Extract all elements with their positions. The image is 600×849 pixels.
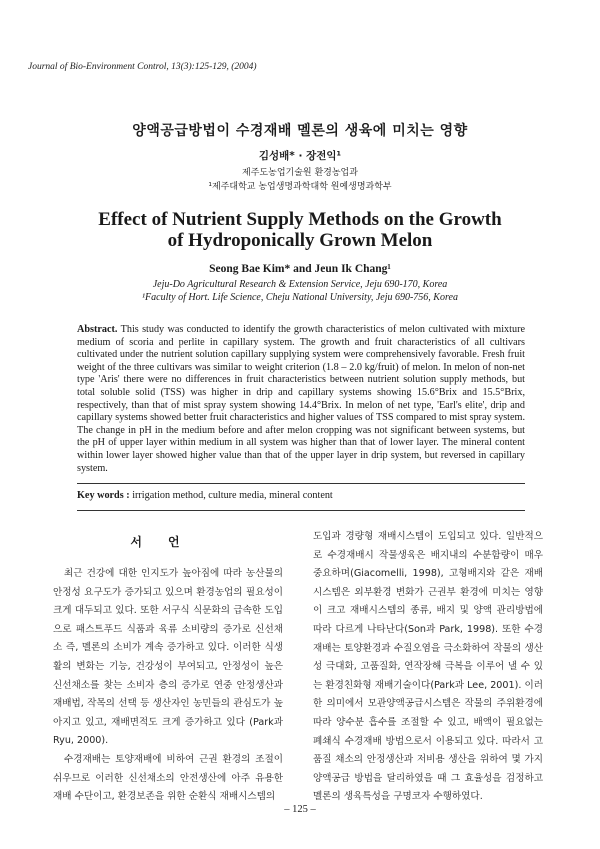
abstract-text: This study was conducted to identify the growth characteristics of melon cultivated with mixture medium of scoria and perlite in capillary system. The growth and fruit characteristics of all cultivars cultivated under the nutrient solution capillary supplying system were comprehensively favorable. Fresh fruit weight of the three cultivars was similar to weight criterion (1.8 – 2.0 kg/fruit) of melon. In melon of non-net type 'Aris' there were no differences in fruit characteristics between nutrient solution supply methods, but total soluble solid (TSS) was higher in drip and capillary systems showing 15.6°Brix and 15.5°Brix, respectively, than that of mist spray system showing 14.4°Brix. In melon of net type, 'Earl's elite', drip and capillary systems showed better fruit characteristics and higher values of TSS compared to mist spray system. The change in pH in the medium before and after melon cropping was not significant between systems, but the pH of upper layer within medium in all system was higher than that of lower layer. The mineral content within lower layer showed higher value than that of the upper layer in drip system, but reversed in capillary system. [77, 324, 525, 474]
abstract [77, 324, 525, 475]
page-number: – 125 – [284, 804, 316, 815]
intro-paragraph-2: 수경재배는 토양재배에 비하여 근권 환경의 조절이 쉬우므로 이러한 신선채소의 안전생산에 아주 유용한 재배 수단이고, 환경보존을 위한 순환식 재배시스템의 [53, 753, 283, 803]
english-title-line-1: Effect of Nutrient Supply Methods on the Growth [98, 209, 502, 230]
left-column [53, 565, 283, 807]
keywords-text: irrigation method, culture media, mineral content [132, 490, 333, 501]
journal-citation: Journal of Bio-Environment Control, 13(3):125-129, (2004) [28, 62, 257, 72]
right-column [313, 528, 543, 807]
keywords [77, 490, 525, 501]
english-title [0, 209, 600, 251]
keywords-label: Key words : [77, 490, 130, 501]
divider-top [77, 483, 525, 484]
intro-paragraph-1: 최근 건강에 대한 인지도가 높아짐에 따라 농산물의 안정성 요구도가 증가되고 있으며 환경농업의 필요성이 크게 대두되고 있다. 또한 서구식 식문화의 급속한 도입으로 패스트푸드 식품과 육류 소비량의 증가로 신선채소 즉, 멜론의 소비가 계속 증가하고 있다. 이러한 식생활의 변화는 기능, 건강성이 부여되고, 안정성이 높은 신선채소를 찾는 소비자 층의 증가로 연중 안정생산과 재배법, 작목의 선택 등 생산자인 농민들의 관심도가 높아지고 있고, 재배면적도 크게 증가하고 있다 (Park과 Ryu, 2000). [53, 568, 283, 747]
abstract-label: Abstract. [77, 324, 118, 335]
divider-bottom [77, 510, 525, 511]
english-authors: Seong Bae Kim* and Jeun Ik Chang¹ [209, 263, 391, 275]
korean-authors: 김성배* · 장전익¹ [258, 150, 342, 162]
korean-affiliation-2: ¹제주대학교 농업생명과학대학 원예생명과학부 [208, 182, 392, 192]
section-heading-introduction: 서언 [130, 535, 206, 549]
english-affiliation-2: ¹Faculty of Hort. Life Science, Cheju National University, Jeju 690-756, Korea [142, 292, 458, 303]
korean-affiliation-1: 제주도농업기술원 환경농업과 [242, 168, 358, 178]
intro-paragraph-continued: 도입과 경량형 재배시스템이 도입되고 있다. 일반적으로 수경재배시 작물생육은 배지내의 수분함량이 매우 중요하며(Giacomelli, 1998), 고형배지와 같은 재배시스템은 외부환경 변화가 근권부 환경에 미치는 영향이 크고 재배시스템의 종류, 배지 및 양액 관리방법에 따라 다르게 나타난다(Son과 Park, 1998). 또한 수경재배는 토양환경과 수질오염을 극소화하여 작물의 생산성 극대화, 고품질화, 연작장해 극복을 이루어 낼 수 있는 환경친화형 재배기술이다(Park과 Lee, 2001). 이러한 의미에서 모관양액공급시스템은 작물의 주위환경에 따라 양수분 흡수를 조절할 수 있고, 배액이 필요없는 폐쇄식 수경재배 방법으로서 이용되고 있다. 따라서 고품질 채소의 안정생산과 저비용 생산을 위하여 몇 가지 양액공급 방법을 달리하였을 때 그 효율성을 검정하고 멜론의 생육특성을 구명코자 수행하였다. [313, 531, 543, 803]
english-title-line-2: of Hydroponically Grown Melon [167, 230, 433, 251]
korean-title: 양액공급방법이 수경재배 멜론의 생육에 미치는 영향 [132, 123, 468, 139]
english-affiliation-1: Jeju-Do Agricultural Research & Extension Service, Jeju 690-170, Korea [152, 279, 448, 290]
